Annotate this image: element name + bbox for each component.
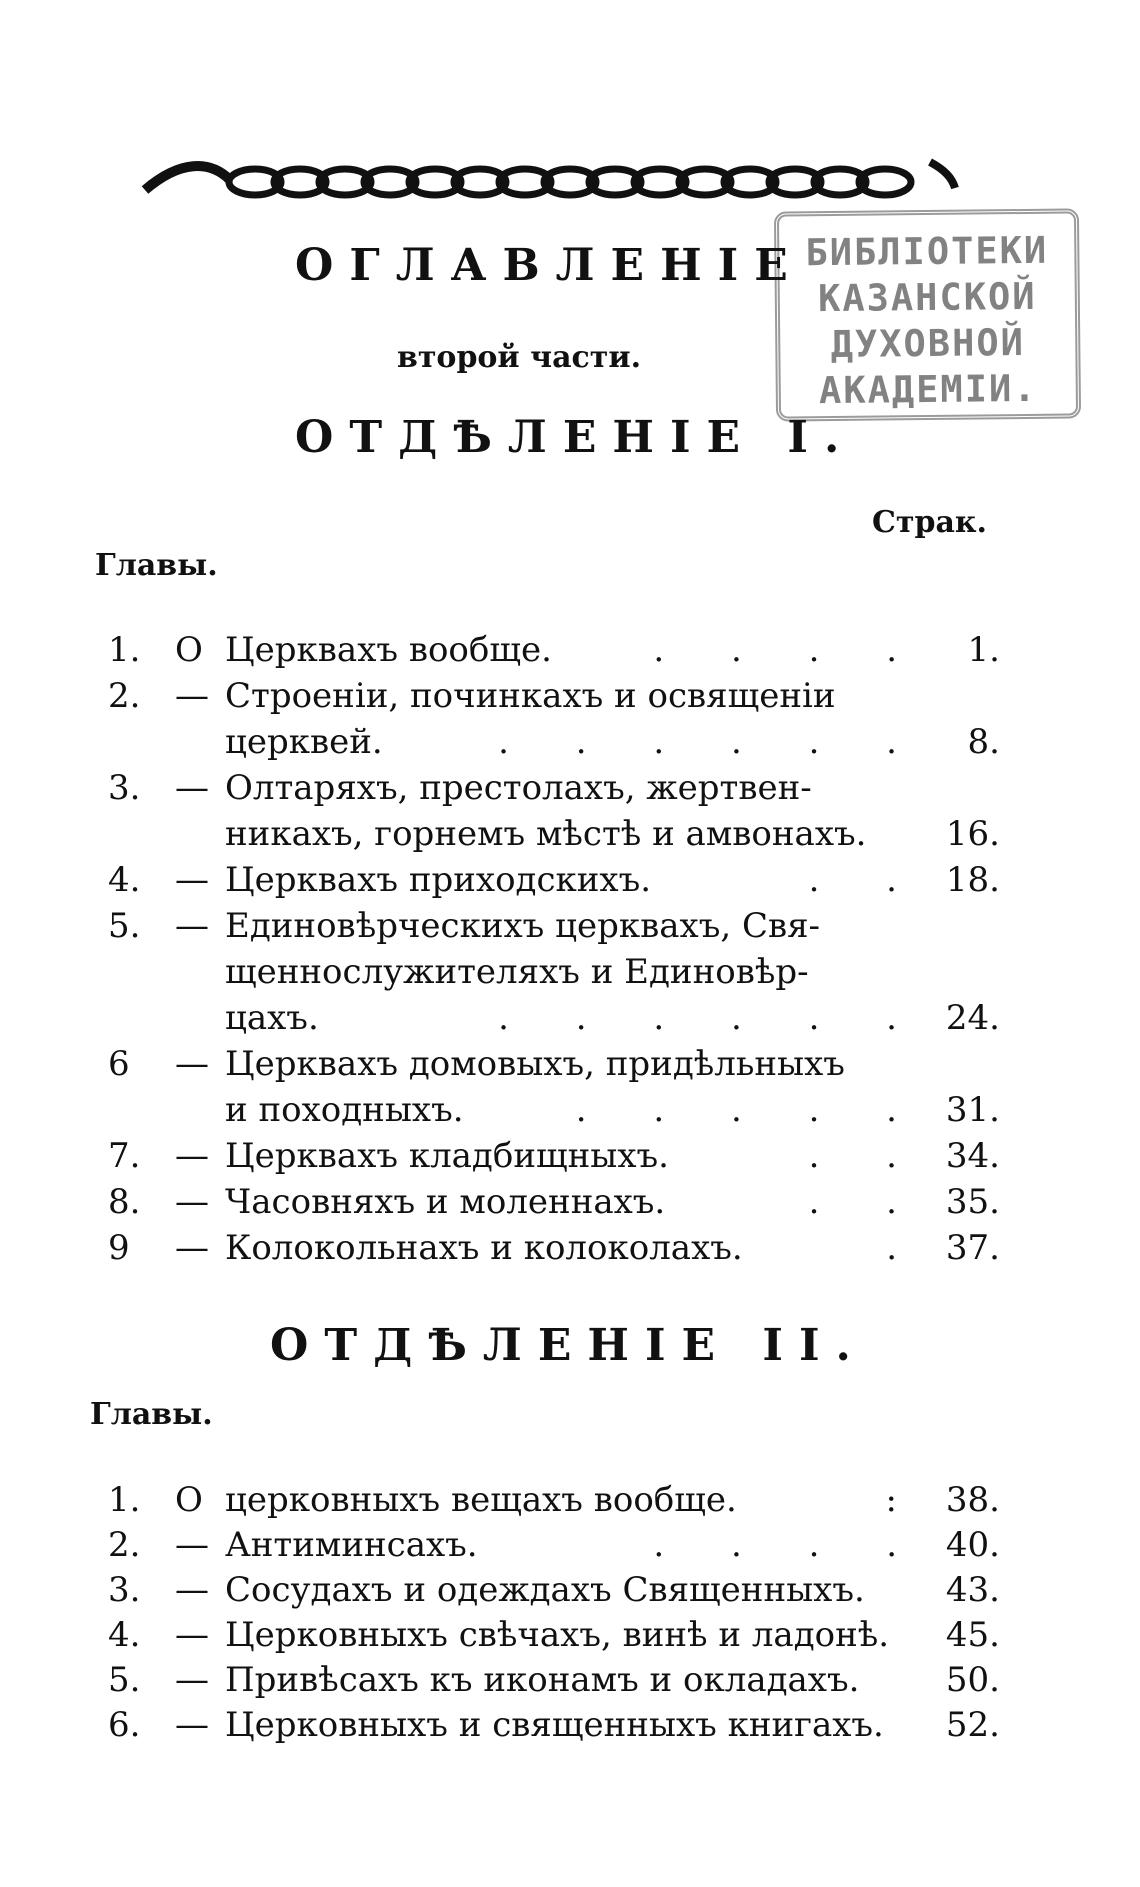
page-subtitle: второй части. <box>397 340 642 375</box>
chapter-dash: — <box>175 676 209 716</box>
page-number: 37. <box>945 1228 1000 1268</box>
page-number: 34. <box>945 1136 1000 1176</box>
chapter-title: церквей. <box>225 722 383 762</box>
leader-dots: . . <box>808 860 925 900</box>
chapter-title: и походныхъ. <box>225 1090 464 1130</box>
page-number: 18. <box>945 860 1000 900</box>
leader-dots: . . . . <box>653 1525 925 1565</box>
library-stamp <box>774 208 1081 421</box>
chapter-number: 8. <box>108 1182 141 1222</box>
toc-row <box>0 1705 1140 1751</box>
page-number: 8. <box>967 722 1000 762</box>
leader-dots: . <box>886 1228 925 1268</box>
chapter-dash: — <box>175 1525 209 1565</box>
chapter-number: 9 <box>108 1228 130 1268</box>
page-number: 24. <box>945 998 1000 1038</box>
chapter-number: 5. <box>108 1660 141 1700</box>
stamp-line: ДУХОВНОЙ <box>830 320 1026 367</box>
chapter-dash: — <box>175 860 209 900</box>
chapter-title: щеннослужителяхъ и Единовѣр- <box>225 952 809 992</box>
toc-row <box>0 676 1140 722</box>
toc-row <box>0 1182 1140 1228</box>
chapter-title: Олтаряхъ, престолахъ, жертвен- <box>225 768 812 808</box>
toc-row <box>0 906 1140 952</box>
chapter-number: 2. <box>108 676 141 716</box>
chapter-dash: — <box>175 906 209 946</box>
leader-dots: . . <box>808 1136 925 1176</box>
chapter-title: Церквахъ кладбищныхъ. <box>225 1136 669 1176</box>
page-number: 31. <box>945 1090 1000 1130</box>
page-number: 38. <box>945 1480 1000 1520</box>
toc-row <box>0 768 1140 814</box>
chapters-label: Главы. <box>90 1397 213 1432</box>
chapter-dash: — <box>175 1660 209 1700</box>
toc-row <box>0 722 1140 768</box>
toc-row <box>0 1480 1140 1526</box>
chapter-title: Церковныхъ свѣчахъ, винѣ и ладонѣ. <box>225 1615 890 1655</box>
toc-row <box>0 998 1140 1044</box>
chapter-title: цахъ. <box>225 998 319 1038</box>
chapter-title: никахъ, горнемъ мѣстѣ и амвонахъ. <box>225 814 867 854</box>
chapter-title: Церквахъ приходскихъ. <box>225 860 652 900</box>
chapter-number: 5. <box>108 906 141 946</box>
leader-dots: : <box>885 1480 925 1520</box>
chapter-title: Церквахъ домовыхъ, придѣльныхъ <box>225 1044 845 1084</box>
stamp-line: КАЗАНСКОЙ <box>817 274 1037 321</box>
toc-row <box>0 1090 1140 1136</box>
chapter-dash: — <box>175 1182 209 1222</box>
chapter-dash: — <box>175 1228 209 1268</box>
section-heading: ОТДѢЛЕНІЕ I. <box>295 412 856 463</box>
toc-row <box>0 1570 1140 1616</box>
chapter-dash: — <box>175 1044 209 1084</box>
toc-row <box>0 1660 1140 1706</box>
leader-dots: . . . . . . <box>498 722 925 762</box>
chapter-number: 7. <box>108 1136 141 1176</box>
page-number: 16. <box>945 814 1000 854</box>
chapter-title: Часовняхъ и моленнахъ. <box>225 1182 666 1222</box>
chapter-title: Церквахъ вообще. <box>225 630 552 670</box>
chapter-number: 1. <box>108 630 141 670</box>
page-number: 1. <box>967 630 1000 670</box>
chapter-title: Колокольнахъ и колоколахъ. <box>225 1228 743 1268</box>
page-title: ОГЛАВЛЕНІЕ <box>295 240 804 291</box>
toc-row <box>0 952 1140 998</box>
chapter-title: Строеніи, починкахъ и освященіи <box>225 676 836 716</box>
chapter-number: 6. <box>108 1705 141 1745</box>
chapter-dash: — <box>175 1570 209 1610</box>
chapter-number: 1. <box>108 1480 141 1520</box>
toc-row <box>0 1044 1140 1090</box>
leader-dots: . . . . <box>653 630 925 670</box>
page-number: 45. <box>945 1615 1000 1655</box>
pages-column-label: Страк. <box>872 505 987 540</box>
chapter-title: церковныхъ вещахъ вообще. <box>225 1480 737 1520</box>
toc-row <box>0 814 1140 860</box>
toc-row <box>0 1615 1140 1661</box>
chapter-number: 3. <box>108 1570 141 1610</box>
page-number: 35. <box>945 1182 1000 1222</box>
chapter-number: 2. <box>108 1525 141 1565</box>
chapter-title: Привѣсахъ къ иконамъ и окладахъ. <box>225 1660 860 1700</box>
ornament-border <box>140 150 960 212</box>
chapter-dash: О <box>175 630 203 670</box>
page-number: 43. <box>945 1570 1000 1610</box>
toc-row <box>0 1525 1140 1571</box>
chapter-title: Единовѣрческихъ церквахъ, Свя- <box>225 906 821 946</box>
chapter-number: 6 <box>108 1044 130 1084</box>
leader-dots: . . <box>808 1182 925 1222</box>
chapter-number: 3. <box>108 768 141 808</box>
chapter-dash: — <box>175 1705 209 1745</box>
chapter-number: 4. <box>108 860 141 900</box>
toc-row <box>0 1136 1140 1182</box>
chapter-title: Сосудахъ и одеждахъ Священныхъ. <box>225 1570 865 1610</box>
chapter-title: Антиминсахъ. <box>225 1525 478 1565</box>
chapter-dash: О <box>175 1480 203 1520</box>
chapters-label: Главы. <box>95 548 218 583</box>
chapter-dash: — <box>175 768 209 808</box>
stamp-line: БИБЛІОТЕКИ <box>805 228 1049 275</box>
toc-row <box>0 860 1140 906</box>
chapter-dash: — <box>175 1615 209 1655</box>
page-number: 50. <box>945 1660 1000 1700</box>
stamp-line: АКАДЕМІИ. <box>818 366 1038 413</box>
page-number: 52. <box>945 1705 1000 1745</box>
chapter-dash: — <box>175 1136 209 1176</box>
leader-dots: . . . . . <box>575 1090 925 1130</box>
chapter-number: 4. <box>108 1615 141 1655</box>
leader-dots: . . . . . . <box>498 998 925 1038</box>
toc-row <box>0 630 1140 676</box>
toc-row <box>0 1228 1140 1274</box>
section-heading: ОТДѢЛЕНІЕ II. <box>270 1320 867 1371</box>
chapter-title: Церковныхъ и священныхъ книгахъ. <box>225 1705 884 1745</box>
page-number: 40. <box>945 1525 1000 1565</box>
